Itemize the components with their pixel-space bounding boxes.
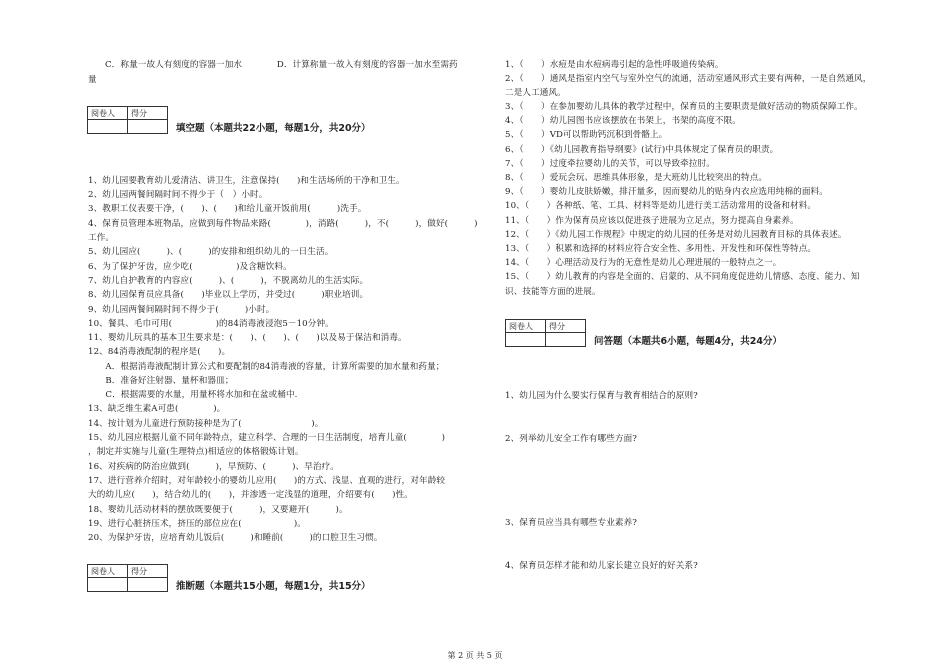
grader-label: 阅卷人	[506, 320, 546, 333]
fill-section-header	[87, 106, 371, 134]
judge-item: 5、（ ）VD可以帮助钙沉积到骨骼上。	[505, 130, 668, 140]
judge-item: 10、（ ）各种纸、笔、工具、材料等是幼儿进行美工活动常用的设备和材料。	[505, 201, 817, 211]
fill-item: 5、幼儿园应( )、( )的安排和组织幼儿的一日生活。	[88, 247, 334, 257]
grader-label: 阅卷人	[88, 107, 128, 120]
score-cell	[546, 333, 586, 347]
fill-item: 9、幼儿园两餐间隔时间不得少于( )小时。	[88, 305, 275, 315]
judge-item: 12、（ ）《幼儿园工作规程》中规定的幼儿园的任务是对幼儿园教育目标的具体表述。	[505, 230, 847, 240]
judge-section-title: 推断题（本题共15小题，每题1分，共15分）	[176, 581, 371, 592]
judge-item: 11、（ ）作为保育员应该以促进孩子进展为立足点，努力提高自身素养。	[505, 216, 799, 226]
fill-item: 13、缺乏维生素A可患( )。	[88, 404, 226, 414]
score-label: 得分	[128, 565, 168, 578]
fill-item: 19、进行心脏挤压术，挤压的部位应在( )。	[88, 519, 306, 529]
qa-item: 3、保育员应当具有哪些专业素养?	[505, 518, 637, 528]
page-number: 第 2 页 共 5 页	[447, 651, 503, 660]
fill-item: C．根据需要的水量，用量杯将水加和在盆或桶中.	[88, 390, 298, 400]
fill-item: B．准备好注射器、量杯和器皿；	[88, 376, 234, 386]
fill-item: 10、餐具、毛巾可用( )的84消毒液浸泡5－10分钟。	[88, 319, 334, 329]
score-box	[87, 564, 168, 592]
fill-item: 3、教职工仪表要干净，( )、( )和给儿童开饭前用( )洗手。	[88, 204, 367, 214]
fill-item: 工作。	[88, 233, 115, 243]
grader-cell	[506, 333, 546, 347]
judge-item: 13、（ ）积累和选择的材料应符合安全性、多用性、开发性和环保性等特点。	[505, 244, 817, 254]
grader-label: 阅卷人	[88, 565, 128, 578]
fill-item: ，制定并实施与儿童(生理特点)相适应的体格锻炼计划。	[88, 447, 304, 457]
judge-item: 8、（ ）爱玩会玩、思维具体形象，是大班幼儿比较突出的特点。	[505, 173, 768, 183]
judge-section-header	[87, 564, 371, 592]
score-cell	[128, 578, 168, 592]
score-label: 得分	[128, 107, 168, 120]
score-label: 得分	[546, 320, 586, 333]
score-box	[87, 106, 168, 134]
fill-item: 18、婴幼儿活动材料的摆放既要便于( )，又要避开( )。	[88, 505, 348, 515]
fill-item: 16、对疾病的防治应做到( )，早预防、( )、早治疗。	[88, 462, 339, 472]
judge-item: 15、（ ）幼儿教育的内容是全面的、启蒙的、从不同角度促进幼儿情感、态度、能力、知	[505, 272, 860, 282]
grader-cell	[88, 120, 128, 134]
fill-item: 1、幼儿园要教育幼儿爱清洁、讲卫生，注意保持( )和生活场所的干净和卫生。	[88, 176, 405, 186]
qa-item: 4、保育员怎样才能和幼儿家长建立良好的好关系?	[505, 561, 698, 571]
score-box	[505, 319, 586, 347]
fill-section-title: 填空题（本题共22小题，每题1分，共20分）	[176, 123, 371, 134]
fill-item: 2、幼儿园两餐间隔时间不得少于（ ）小时。	[88, 190, 268, 200]
fill-item: 6、为了保护牙齿，应少吃( )及含糖饮料。	[88, 262, 292, 272]
fill-item: 7、幼儿自护教育的内容应( )、( )，不脱离幼儿的生活实际。	[88, 276, 369, 286]
fill-item: 11、婴幼儿玩具的基本卫生要求是：( )、( )、( )以及易于保洁和消毒。	[88, 333, 407, 343]
fill-item: 17、进行营养介绍时，对年龄较小的婴幼儿应用( )的方式、浅显、直观的进行，对年龄较	[88, 476, 446, 486]
qa-item: 2、列举幼儿安全工作有哪些方面?	[505, 434, 637, 444]
judge-item: 9、（ ）婴幼儿皮肤娇嫩，排汗量多，因而婴幼儿的贴身内衣应选用纯棉的面料。	[505, 187, 828, 197]
score-cell	[128, 120, 168, 134]
judge-item: 7、（ ）过度牵拉婴幼儿的关节，可以导致牵拉肘。	[505, 159, 715, 169]
judge-item: 3、（ ）在参加婴幼儿具体的教学过程中，保育员的主要职责是做好活动的物质保障工作。	[505, 102, 863, 112]
qa-item: 1、幼儿园为什么要实行保育与教育相结合的原则?	[505, 391, 698, 401]
fill-item: 大的幼儿应( )，结合幼儿的( )，并渗透一定浅显的道理，介绍要有( )性。	[88, 490, 413, 500]
grader-cell	[88, 578, 128, 592]
fill-item: 15、幼儿园应根据儿童不同年龄特点，建立科学、合理的一日生活制度，培育儿童( )	[88, 433, 446, 443]
judge-item: 识、技能等方面的进展。	[505, 287, 601, 297]
fill-item: A．根据消毒液配制计算公式和要配制的84消毒液的容量，计算所需要的加水量和药量；	[88, 362, 445, 372]
option-cd-line-cont: 量	[88, 75, 97, 85]
fill-item: 12、84消毒液配制的程序是( )。	[88, 347, 231, 357]
judge-item: 1、（ ）水痘是由水痘病毒引起的急性呼吸道传染病。	[505, 60, 724, 70]
fill-item: 8、幼儿园保育员应具备( )毕业以上学历，并受过( )职业培训。	[88, 290, 369, 300]
judge-item: 二是人工通风。	[505, 88, 566, 98]
judge-item: 2、（ ）通风是指室内空气与室外空气的流通，活动室通风形式主要有两种，一是自然通风，	[505, 74, 872, 84]
qa-section-title: 问答题（本题共6小题，每题4分，共24分）	[594, 336, 782, 347]
fill-item: 14、按计划为儿童进行预防接种是为了( )。	[88, 419, 324, 429]
fill-item: 4、保育员管理本班物品，应做到每件物品来路( )，消路( )，不( )，做好( )	[88, 219, 478, 229]
judge-item: 6、（ ）《幼儿园教育指导纲要》(试行)中具体规定了保育员的职责。	[505, 145, 779, 155]
option-cd-line: C．称量一故人有刻度的容器一加水 D．计算称量一故入有刻度的容器一加水至需药	[105, 60, 458, 70]
judge-item: 14、（ ）心理活动及行为的无意性是幼儿心理进展的一般特点之一。	[505, 258, 782, 268]
fill-item: 20、为保护牙齿，应培育幼儿饭后( )和睡前( )的口腔卫生习惯。	[88, 533, 383, 543]
judge-item: 4、（ ）幼儿园图书应该摆放在书架上，书架的高度不限。	[505, 116, 741, 126]
qa-section-header	[505, 319, 782, 347]
